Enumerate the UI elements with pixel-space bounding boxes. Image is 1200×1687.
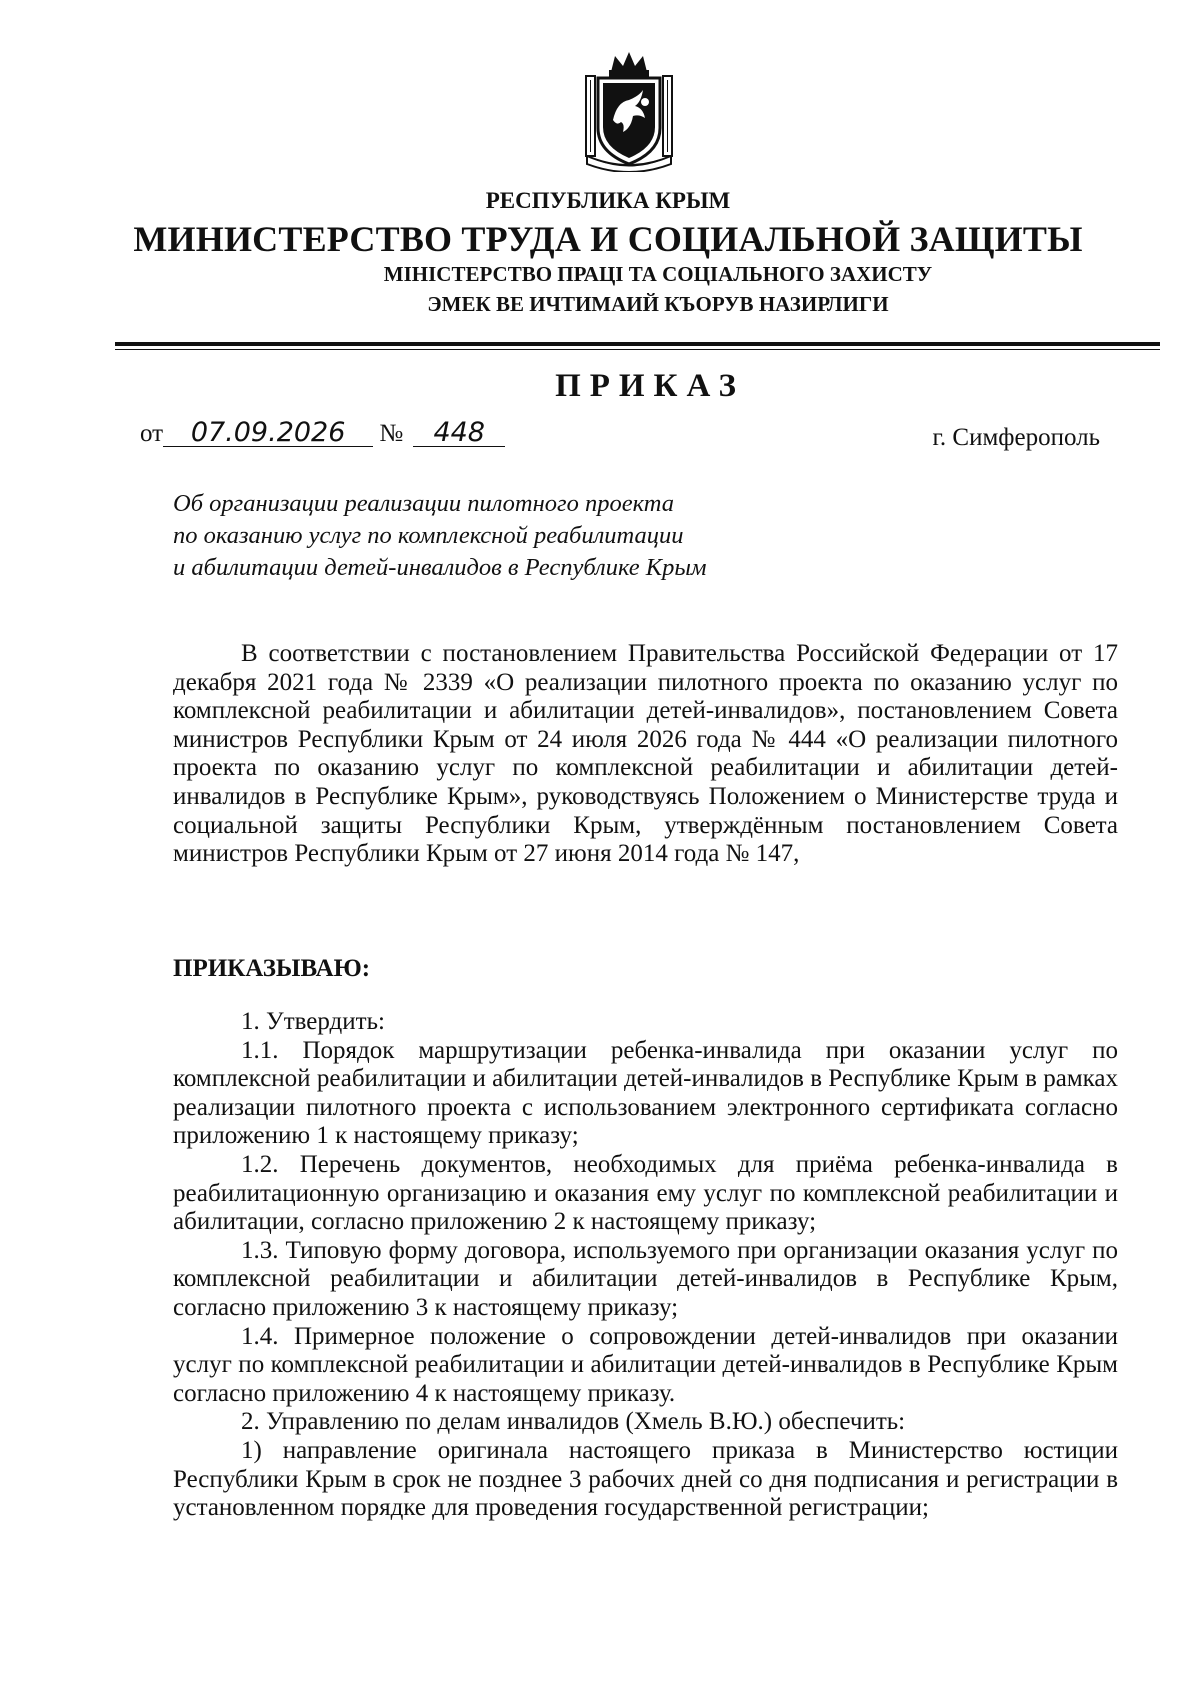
republic-name: РЕСПУБЛИКА КРЫМ [485,188,731,213]
order-item: 1.4. Примерное положение о сопровождении детей-инвалидов при оказании услуг по комплексной реабилитации и абилитации детей-инвалидов в Республике Крым согласно приложению 4 к настоящему приказу. [173,1322,1118,1407]
ministry-name-ru: МИНИСТЕРСТВО ТРУДА И СОЦИАЛЬНОЙ ЗАЩИТЫ [133,219,1083,259]
subject-line: и абилитации детей-инвалидов в Республике Крым [173,554,707,581]
crimea-coat-of-arms-icon [583,50,675,172]
date-prefix-label: от [140,420,164,447]
order-items [173,1008,1118,1523]
subject-line: по оказанию услуг по комплексной реабилитации [173,522,684,549]
preamble-paragraph: В соответствии с постановлением Правительства Российской Федерации от 17 декабря 2021 года № 2339 «О реализации пилотного проекта по оказанию услуг по комплексной реабилитации и абилитации детей-инвалидов», постановлением Совета министров Республики Крым от 24 июля 2026 года № 444 «О реализации пилотного проекта по оказанию услуг по комплексной реабилитации и абилитации детей-инвалидов в Республике Крым», руководствуясь Положением о Министерстве труда и социальной защиты Республики Крым, утверждённым постановлением Совета министров Республики Крым от 27 июня 2014 года № 147, [173,640,1118,868]
issue-city: г. Симферополь [932,424,1100,451]
ministry-name-ua: МІНІСТЕРСТВО ПРАЦІ ТА СОЦІАЛЬНОГО ЗАХИСТУ [383,262,933,286]
command-word: ПРИКАЗЫВАЮ: [173,955,371,982]
number-label: № [379,420,404,447]
order-item: 2. Управлению по делам инвалидов (Хмель В.Ю.) обеспечить: [241,1408,906,1436]
order-item: 1.1. Порядок маршрутизации ребенка-инвалида при оказании услуг по комплексной реабилитации и абилитации детей-инвалидов в Республике Крым в рамках реализации пилотного проекта с использованием электронного сертификата согласно приложению 1 к настоящему приказу; [173,1036,1118,1150]
header-divider-thin [115,349,1160,350]
subject-line: Об организации реализации пилотного проекта [173,490,674,517]
order-date-line [140,417,505,448]
header-divider-thick [115,342,1160,346]
order-item: 1.3. Типовую форму договора, используемого при организации оказания услуг по комплексной реабилитации и абилитации детей-инвалидов в Республике Крым, согласно приложению 3 к настоящему приказу; [173,1236,1118,1321]
order-subject [173,488,707,584]
order-item: 1.2. Перечень документов, необходимых для приёма ребенка-инвалида в реабилитационную организацию и оказания ему услуг по комплексной реабилитации и абилитации, согласно приложению 2 к настоящему приказу; [173,1150,1118,1236]
order-item: 1. Утвердить: [241,1008,385,1035]
ministry-name-tt: ЭМЕК ВЕ ИЧТИМАИЙ КЪОРУВ НАЗИРЛИГИ [427,292,889,316]
document-type-title: ПРИКАЗ [555,368,745,404]
order-date: 07.09.2026 [163,420,373,447]
order-item: 1) направление оригинала настоящего приказа в Министерство юстиции Республики Крым в срок не позднее 3 рабочих дней со дня подписания и регистрации в установленном порядке для проведения государственной регистрации; [173,1436,1118,1522]
order-number: 448 [413,420,505,447]
